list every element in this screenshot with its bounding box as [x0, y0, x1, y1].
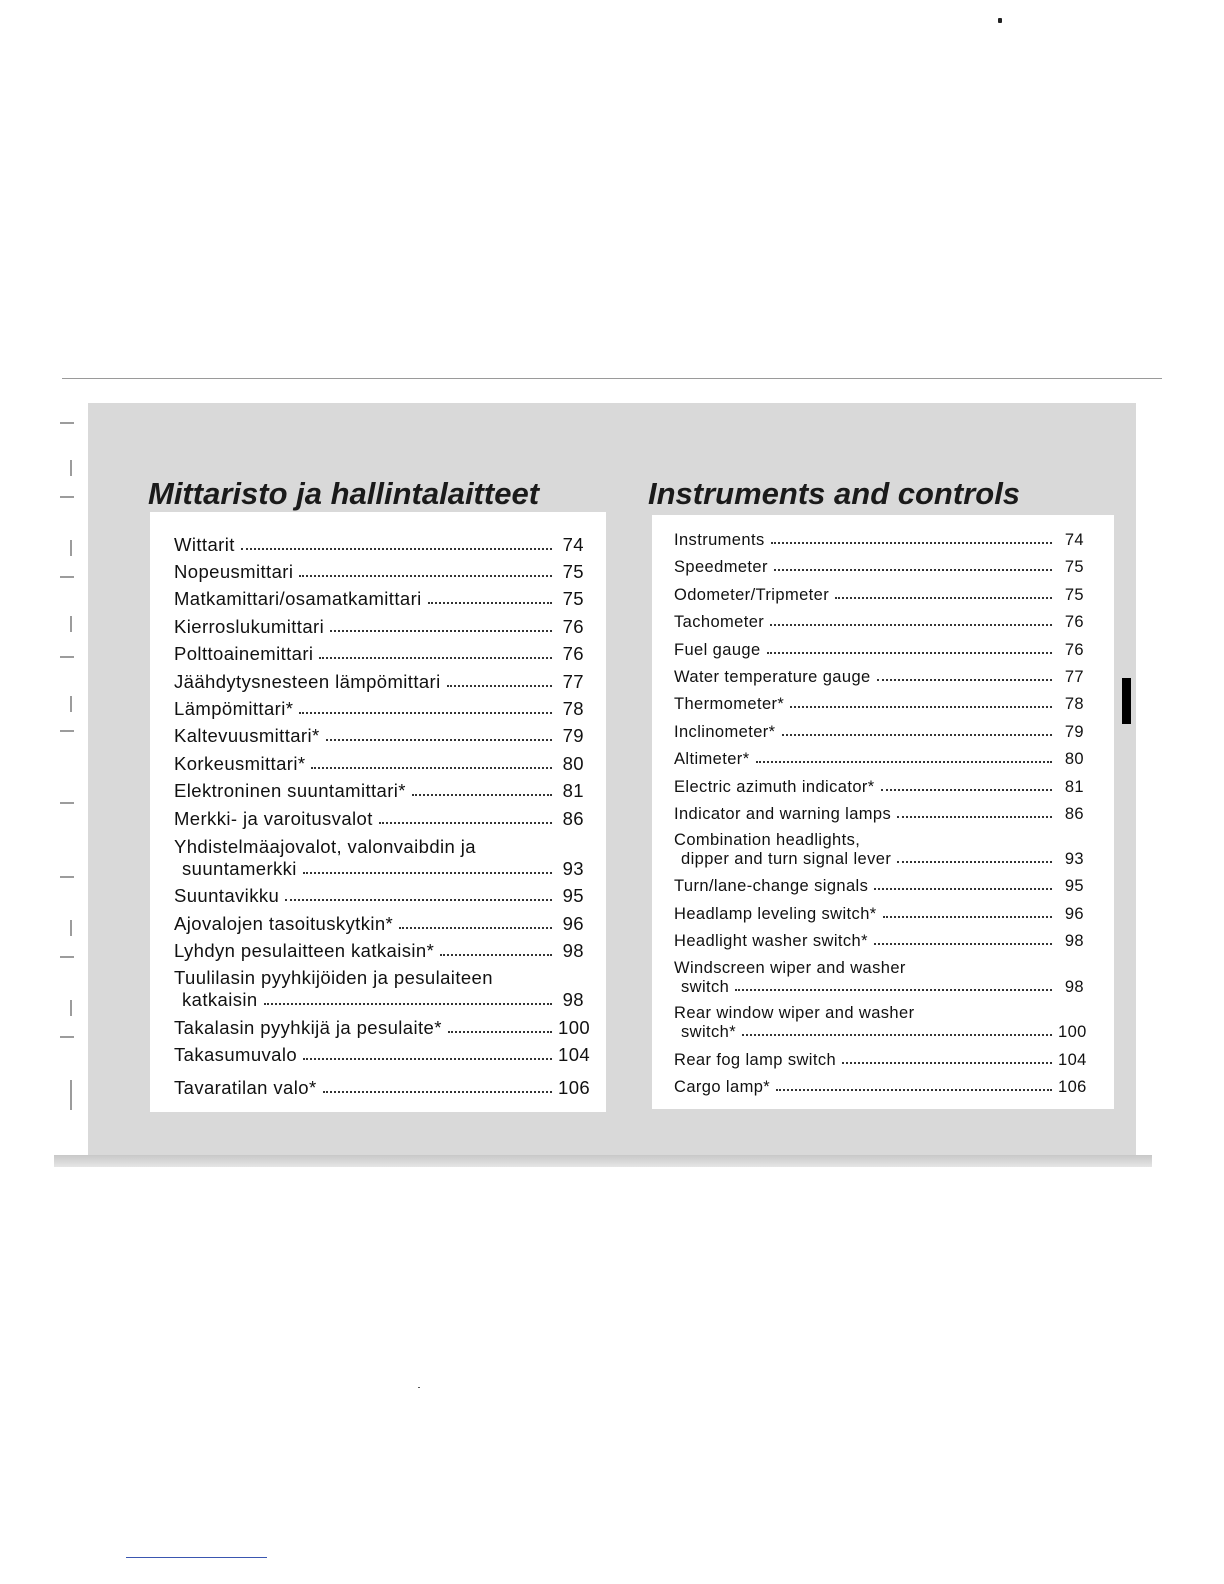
toc-page-number: 74	[562, 534, 584, 555]
toc-page-number: 93	[1064, 850, 1084, 868]
toc-entry[interactable]	[174, 1044, 591, 1066]
toc-entry[interactable]	[674, 695, 1084, 714]
toc-entry[interactable]	[674, 531, 1084, 550]
top-rule	[62, 378, 1162, 379]
leader-dots	[448, 1031, 552, 1033]
toc-label: Kierroslukumittari	[174, 616, 325, 637]
toc-label-first-line: Combination headlights,	[674, 831, 861, 849]
toc-entry[interactable]	[174, 561, 584, 583]
toc-entry[interactable]	[174, 588, 584, 610]
toc-page-number: 95	[1064, 877, 1084, 895]
leader-dots	[285, 899, 552, 901]
leader-dots	[303, 872, 552, 874]
toc-page-number: 76	[1064, 641, 1084, 659]
leader-dots	[311, 767, 552, 769]
toc-label-first-line: Windscreen wiper and washer	[674, 959, 906, 977]
leader-dots	[742, 1034, 1052, 1036]
toc-label: Ajovalojen tasoituskytkin*	[174, 913, 394, 934]
toc-entry[interactable]	[174, 967, 584, 1011]
leader-dots	[877, 679, 1052, 681]
toc-page-number: 77	[562, 671, 584, 692]
leader-dots	[241, 548, 552, 550]
bottom-rule	[126, 1557, 267, 1558]
toc-page-number: 98	[1064, 978, 1084, 996]
toc-english	[652, 515, 1114, 1109]
toc-label: Fuel gauge	[674, 641, 761, 659]
toc-label: Tavaratilan valo*	[174, 1077, 317, 1098]
toc-page-number: 98	[562, 940, 584, 961]
leader-dots	[299, 575, 552, 577]
toc-page-number: 93	[562, 858, 584, 879]
leader-dots	[874, 943, 1052, 945]
leader-dots	[897, 861, 1052, 863]
leader-dots	[782, 734, 1053, 736]
toc-entry[interactable]	[674, 932, 1084, 951]
toc-label: Turn/lane-change signals	[674, 877, 869, 895]
toc-entry[interactable]	[674, 831, 1084, 869]
toc-page-number: 96	[1064, 905, 1084, 923]
toc-label: Altimeter*	[674, 750, 750, 768]
leader-dots	[835, 597, 1052, 599]
toc-entry[interactable]	[674, 1051, 1087, 1070]
leader-dots	[399, 927, 552, 929]
leader-dots	[326, 739, 552, 741]
toc-label: Lyhdyn pesulaitteen katkaisin*	[174, 940, 435, 961]
toc-entry[interactable]	[174, 671, 584, 693]
toc-label: Polttoainemittari	[174, 643, 314, 664]
toc-entry[interactable]	[174, 808, 584, 830]
toc-page-number: 98	[1064, 932, 1084, 950]
toc-page-number: 76	[1064, 613, 1084, 631]
toc-page-number: 75	[562, 588, 584, 609]
toc-page-number: 86	[562, 808, 584, 829]
toc-label: Jäähdytysnesteen lämpömittari	[174, 671, 441, 692]
leader-dots	[842, 1062, 1052, 1064]
leader-dots	[412, 794, 552, 796]
toc-entry[interactable]	[174, 534, 584, 556]
leader-dots	[299, 712, 552, 714]
toc-label: Korkeusmittari*	[174, 753, 306, 774]
toc-label: Tachometer	[674, 613, 765, 631]
heading-finnish: Mittaristo ja hallintalaitteet	[148, 476, 540, 511]
leader-dots	[303, 1058, 552, 1060]
toc-label: Elektroninen suuntamittari*	[174, 780, 406, 801]
toc-page-number: 104	[558, 1044, 591, 1065]
toc-page-number: 80	[1064, 750, 1084, 768]
toc-label: Headlight washer switch*	[674, 932, 868, 950]
toc-finnish	[150, 512, 606, 1112]
toc-label: Nopeusmittari	[174, 561, 294, 582]
toc-page-number: 95	[562, 885, 584, 906]
toc-page-number: 75	[1064, 586, 1084, 604]
toc-page-number: 98	[562, 989, 584, 1010]
toc-label: Matkamittari/osamatkamittari	[174, 588, 422, 609]
section-thumb-tab	[1122, 678, 1131, 724]
toc-label: switch*	[681, 1023, 737, 1041]
toc-entry[interactable]	[674, 959, 1084, 997]
toc-label: Kaltevuusmittari*	[174, 725, 320, 746]
toc-entry[interactable]	[674, 723, 1084, 742]
leader-dots	[881, 789, 1052, 791]
toc-entry[interactable]	[174, 940, 584, 962]
toc-label: Cargo lamp*	[674, 1078, 771, 1096]
toc-entry[interactable]	[174, 780, 584, 802]
toc-entry[interactable]	[674, 750, 1084, 769]
leader-dots	[319, 657, 552, 659]
toc-page-number: 74	[1064, 531, 1084, 549]
toc-label: suuntamerkki	[182, 858, 297, 879]
toc-entry[interactable]	[674, 1078, 1087, 1097]
toc-page-number: 79	[1064, 723, 1084, 741]
leader-dots	[440, 954, 552, 956]
toc-page-number: 100	[1058, 1023, 1087, 1041]
toc-page-number: 100	[558, 1017, 591, 1038]
toc-page-number: 81	[1064, 778, 1084, 796]
leader-dots	[767, 652, 1052, 654]
toc-label: Indicator and warning lamps	[674, 805, 892, 823]
toc-page-number: 86	[1064, 805, 1084, 823]
leader-dots	[897, 816, 1052, 818]
toc-label: Rear fog lamp switch	[674, 1051, 837, 1069]
toc-entry[interactable]	[674, 613, 1084, 632]
toc-label: dipper and turn signal lever	[681, 850, 892, 868]
toc-entry[interactable]	[674, 558, 1084, 577]
leader-dots	[323, 1091, 552, 1093]
toc-label: Wittarit	[174, 534, 235, 555]
toc-entry[interactable]	[674, 641, 1084, 660]
toc-entry[interactable]	[174, 1017, 591, 1039]
toc-page-number: 80	[562, 753, 584, 774]
toc-entry[interactable]	[174, 643, 584, 665]
toc-entry[interactable]	[174, 885, 584, 907]
toc-page-number: 75	[562, 561, 584, 582]
toc-entry[interactable]	[674, 905, 1084, 924]
leader-dots	[447, 685, 552, 687]
leader-dots	[756, 761, 1052, 763]
heading-english: Instruments and controls	[648, 476, 1021, 511]
toc-entry[interactable]	[674, 1004, 1087, 1042]
binder-tab-marks	[52, 400, 76, 1180]
toc-label: Merkki- ja varoitusvalot	[174, 808, 373, 829]
leader-dots	[771, 542, 1052, 544]
leader-dots	[735, 989, 1052, 991]
leader-dots	[770, 624, 1052, 626]
toc-entry[interactable]	[674, 877, 1084, 896]
toc-page-number: 79	[562, 725, 584, 746]
toc-label-first-line: Rear window wiper and washer	[674, 1004, 915, 1022]
scan-speck	[998, 18, 1002, 23]
toc-label: Lämpömittari*	[174, 698, 294, 719]
leader-dots	[264, 1003, 552, 1005]
toc-page-number: 77	[1064, 668, 1084, 686]
toc-entry[interactable]	[174, 616, 584, 638]
toc-entry[interactable]	[674, 778, 1084, 797]
toc-label: Headlamp leveling switch*	[674, 905, 877, 923]
toc-label: Inclinometer*	[674, 723, 776, 741]
leader-dots	[330, 630, 552, 632]
toc-page-number: 104	[1058, 1051, 1087, 1069]
toc-page-number: 76	[562, 643, 584, 664]
leader-dots	[790, 706, 1052, 708]
leader-dots	[428, 602, 552, 604]
toc-label: Water temperature gauge	[674, 668, 871, 686]
toc-page-number: 81	[562, 780, 584, 801]
leader-dots	[874, 888, 1052, 890]
toc-label: Thermometer*	[674, 695, 785, 713]
toc-entry[interactable]	[174, 698, 584, 720]
toc-page-number: 96	[562, 913, 584, 934]
toc-label: Electric azimuth indicator*	[674, 778, 875, 796]
toc-entry[interactable]	[174, 836, 584, 880]
toc-entry[interactable]	[674, 805, 1084, 824]
leader-dots	[774, 569, 1052, 571]
toc-page-number: 106	[1058, 1078, 1087, 1096]
toc-label: Odometer/Tripmeter	[674, 586, 830, 604]
leader-dots	[883, 916, 1052, 918]
toc-label: Takalasin pyyhkijä ja pesulaite*	[174, 1017, 442, 1038]
leader-dots	[776, 1089, 1052, 1091]
toc-label: Takasumuvalo	[174, 1044, 298, 1065]
toc-entry[interactable]	[174, 725, 584, 747]
toc-page-number: 76	[562, 616, 584, 637]
toc-entry[interactable]	[174, 1077, 591, 1099]
toc-page-number: 106	[558, 1077, 591, 1098]
toc-page-number: 78	[1064, 695, 1084, 713]
toc-label: Speedmeter	[674, 558, 768, 576]
toc-label-first-line: Yhdistelmäajovalot, valonvaibdin ja	[174, 836, 476, 857]
toc-label: switch	[681, 978, 730, 996]
toc-entry[interactable]	[674, 586, 1084, 605]
toc-label-first-line: Tuulilasin pyyhkijöiden ja pesulaiteen	[174, 967, 493, 988]
scan-speck	[418, 1387, 420, 1388]
toc-entry[interactable]	[174, 913, 584, 935]
toc-label: Suuntavikku	[174, 885, 280, 906]
toc-page-number: 78	[562, 698, 584, 719]
toc-page-number: 75	[1064, 558, 1084, 576]
toc-label: Instruments	[674, 531, 765, 549]
panel-edge	[54, 1155, 1152, 1167]
toc-entry[interactable]	[674, 668, 1084, 687]
toc-label: katkaisin	[182, 989, 258, 1010]
toc-entry[interactable]	[174, 753, 584, 775]
leader-dots	[379, 822, 552, 824]
